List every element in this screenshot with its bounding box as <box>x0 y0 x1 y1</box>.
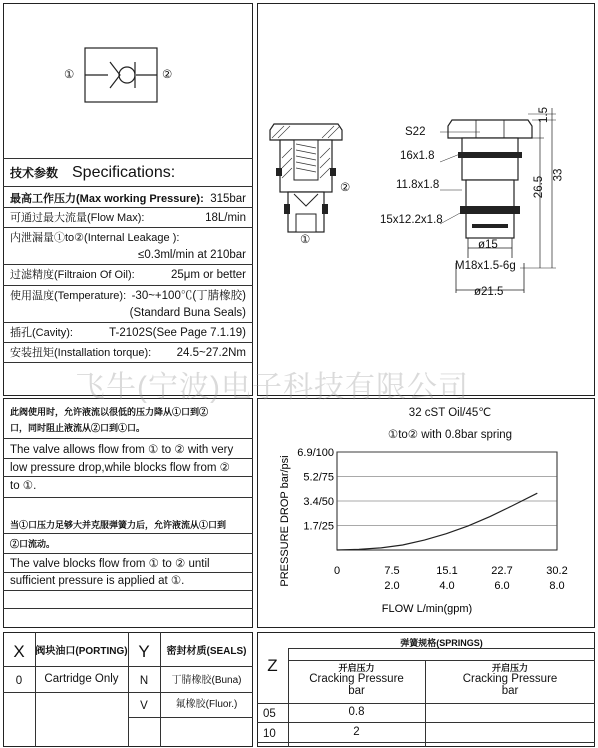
specs-header-cn: 技术参数 <box>10 166 59 180</box>
spec-label-torque: 安装扭矩(Installation torque): <box>10 347 152 359</box>
x-tick-label-gpm: 6.0 <box>494 580 510 592</box>
y-tick-label: 6.9/100 <box>297 447 334 459</box>
spec-value-filtration: 25μm or better <box>170 269 246 281</box>
x-tick-label: 7.5 <box>384 565 400 577</box>
springs-col-cn-a: 开启压力 <box>338 663 375 673</box>
pressure-drop-series <box>337 493 537 550</box>
symbol-port-2: ② <box>162 69 173 81</box>
dim-11-8x1-8: 11.8x1.8 <box>396 179 440 191</box>
seals-header-y: Y <box>138 642 150 661</box>
spec-value-temperature-seals: (Standard Buna Seals) <box>129 307 246 319</box>
seals-row-code-v: V <box>140 700 148 712</box>
y-axis-label: PRESSURE DROP bar/psi <box>279 455 291 587</box>
seals-row-value-buna: 丁腈橡胶(Buna) <box>171 675 242 686</box>
spec-value-torque: 24.5~27.2Nm <box>176 347 246 359</box>
chart-title: 32 cST Oil/45℃ <box>408 407 492 419</box>
springs-col-unit-a: bar <box>348 685 365 697</box>
spec-label-temperature: 使用温度(Temperature): <box>10 290 127 302</box>
springs-col-unit-b: bar <box>501 685 519 697</box>
springs-row-code-10: 10 <box>263 728 276 740</box>
x-axis-label: FLOW L/min(gpm) <box>381 603 473 615</box>
dim-phi21-5: ø21.5 <box>474 286 504 298</box>
springs-row-value-08: 0.8 <box>348 706 365 718</box>
dim-s22: S22 <box>405 126 426 138</box>
dim-1-5: 1.5 <box>538 107 550 123</box>
porting-row-code: 0 <box>15 675 23 687</box>
dim-33: 33 <box>552 168 565 182</box>
x-tick-label-gpm: 8.0 <box>549 580 565 592</box>
springs-row-code-05: 05 <box>263 708 276 720</box>
springs-row-value-2: 2 <box>353 726 360 738</box>
description-cn-2: 当①口压力足够大并克服弹簧力后，允许液流从①口到②口流动。 <box>10 520 227 549</box>
porting-header-x: X <box>13 642 25 661</box>
spec-label-flow: 可通过最大流量(Flow Max): <box>10 212 145 224</box>
y-tick-label: 3.4/50 <box>303 496 334 508</box>
spec-value-temperature: -30~+100℃(丁腈橡胶) <box>131 290 246 302</box>
spec-label-pressure: 最高工作压力(Max working Pressure): <box>10 193 204 205</box>
spec-value-pressure: 315bar <box>210 193 246 205</box>
valve-outline-view <box>440 108 560 304</box>
spec-value-cavity: T-2102S(See Page 7.1.19) <box>109 327 246 339</box>
seals-row-value-fluor: 氟橡胶(Fluor.) <box>175 699 238 710</box>
springs-header: 弹簧规格(SPRINGS) <box>400 638 483 648</box>
porting-header: 阀块油口(PORTING) <box>35 646 128 657</box>
porting-row-value: Cartridge Only <box>44 673 119 685</box>
x-tick-label: 15.1 <box>436 565 458 577</box>
spec-label-cavity: 插孔(Cavity): <box>10 327 73 339</box>
springs-col-en-a: Cracking Pressure <box>309 673 404 685</box>
spec-label-leakage: 内泄漏量①to②(Internal Leakage ): <box>10 232 180 244</box>
y-tick-label: 1.7/25 <box>303 520 334 533</box>
spec-value-flow: 18L/min <box>205 212 246 224</box>
y-tick-label: 5.2/75 <box>303 471 334 484</box>
dim-16x1-8: 16x1.8 <box>400 150 435 162</box>
x-tick-label-gpm: 2.0 <box>384 580 400 592</box>
springs-col-cn-b: 开启压力 <box>491 663 528 673</box>
company-watermark: 飞牛(宁波)电子科技有限公司 <box>75 371 469 404</box>
dim-m18: M18x1.5-6g <box>455 260 516 272</box>
section-port-1: ① <box>300 234 311 246</box>
description-en-2: The valve blocks flow from ① to ② until sufficient pressure is applied at ①. <box>10 558 210 587</box>
specs-header-en: Specifications: <box>72 164 176 181</box>
spec-label-filtration: 过滤精度(Filtraion Of Oil): <box>10 269 135 281</box>
dim-15x12-2x1-8: 15x12.2x1.8 <box>380 214 443 226</box>
spec-value-leakage: ≤0.3ml/min at 210bar <box>138 249 246 261</box>
springs-header-z: Z <box>267 656 278 675</box>
x-tick-label-gpm: 4.0 <box>439 580 455 592</box>
pressure-drop-chart <box>257 440 595 628</box>
section-port-2: ② <box>340 182 351 194</box>
dim-phi15: ø15 <box>478 239 498 251</box>
seals-row-code-n: N <box>139 675 149 687</box>
symbol-port-1: ① <box>64 69 75 81</box>
dim-26-5: 26.5 <box>533 175 546 199</box>
description-en-1: The valve allows flow from ① to ② with very low pressure drop,while blocks flow from ② to ①. <box>10 444 234 492</box>
x-tick-label: 22.7 <box>491 565 513 577</box>
x-tick-label: 0 <box>333 565 341 577</box>
valve-section-view <box>266 118 346 238</box>
chart-subtitle: ①to② with 0.8bar spring <box>387 429 513 441</box>
x-tick-label: 30.2 <box>546 565 568 577</box>
springs-col-en-b: Cracking Pressure <box>462 673 558 685</box>
seals-header: 密封材质(SEALS) <box>166 646 247 657</box>
description-cn-1: 此阀使用时，允许液流以很低的压力降从①口到②口，同时阻止液流从②口到①口。 <box>10 407 209 433</box>
